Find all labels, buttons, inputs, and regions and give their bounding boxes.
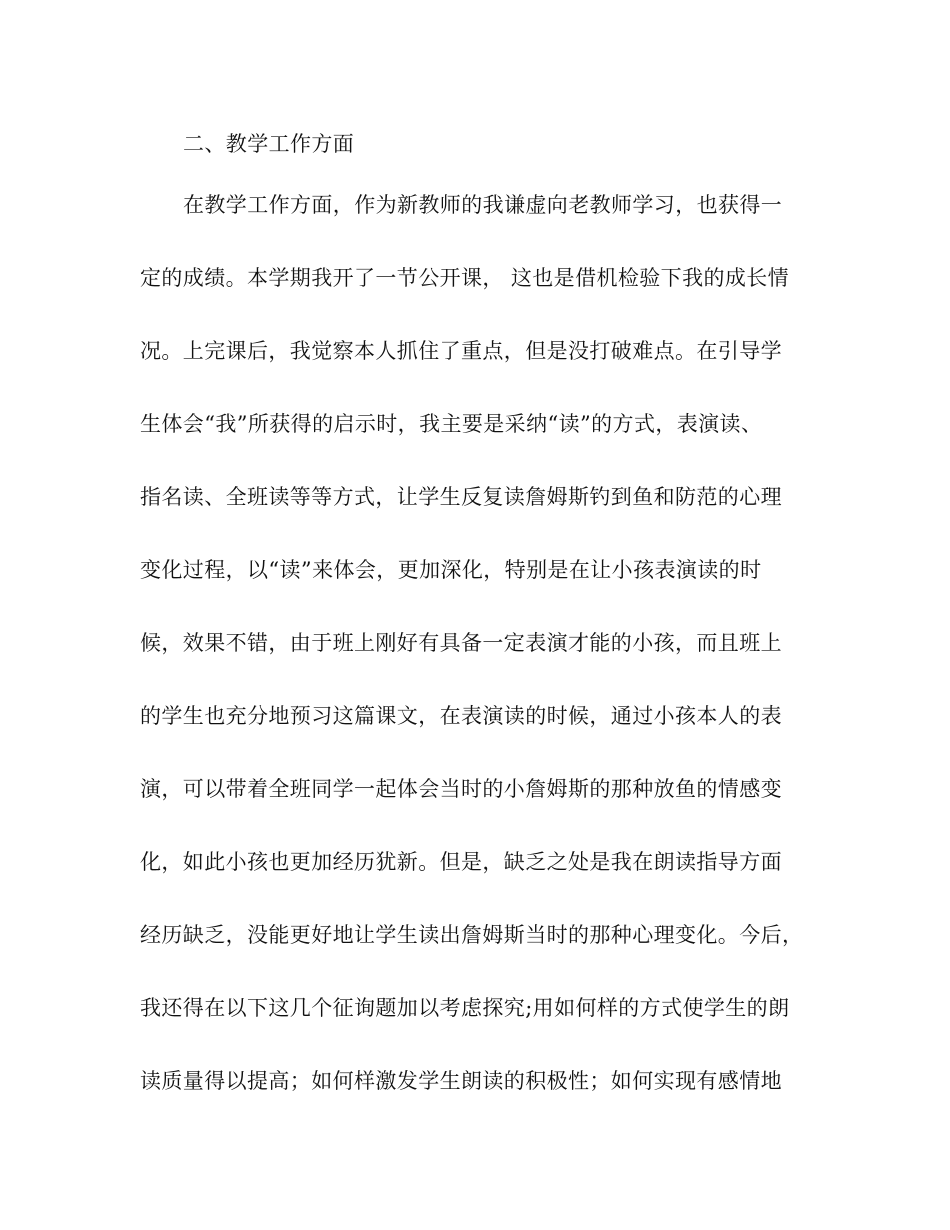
section-heading: 二、教学工作方面: [183, 132, 355, 156]
paragraph-line: 况。上完课后，我觉察本人抓住了重点，但是没打破难点。在引导学: [140, 339, 782, 363]
paragraph-line: 我还得在以下这几个征询题加以考虑探究;用如何样的方式使学生的朗: [140, 996, 790, 1020]
paragraph-line: 经历缺乏，没能更好地让学生读出詹姆斯当时的那种心理变化。今后，: [140, 923, 804, 947]
paragraph-line: 在教学工作方面，作为新教师的我谦虚向老教师学习，也获得一: [183, 193, 783, 217]
paragraph-line: 候，效果不错，由于班上刚好有具备一定表演才能的小孩，而且班上: [140, 631, 782, 655]
paragraph-line: 指名读、全班读等等方式，让学生反复读詹姆斯钓到鱼和防范的心理: [140, 485, 782, 509]
paragraph-line: 定的成绩。本学期我开了一节公开课， 这也是借机检验下我的成长情: [140, 266, 790, 290]
paragraph-line: 读质量得以提高；如何样激发学生朗读的积极性；如何实现有感情地: [140, 1069, 782, 1093]
paragraph-line: 化，如此小孩也更加经历犹新。但是，缺乏之处是我在朗读指导方面: [140, 850, 782, 874]
paragraph-line: 演，可以带着全班同学一起体会当时的小詹姆斯的那种放鱼的情感变: [140, 777, 782, 801]
paragraph-line: 生体会“我”所获得的启示时，我主要是采纳“读”的方式，表演读、: [140, 412, 763, 436]
paragraph-line: 的学生也充分地预习这篇课文，在表演读的时候，通过小孩本人的表: [140, 704, 782, 728]
paragraph-line: 变化过程，以“读”来体会，更加深化，特别是在让小孩表演读的时: [140, 558, 762, 582]
